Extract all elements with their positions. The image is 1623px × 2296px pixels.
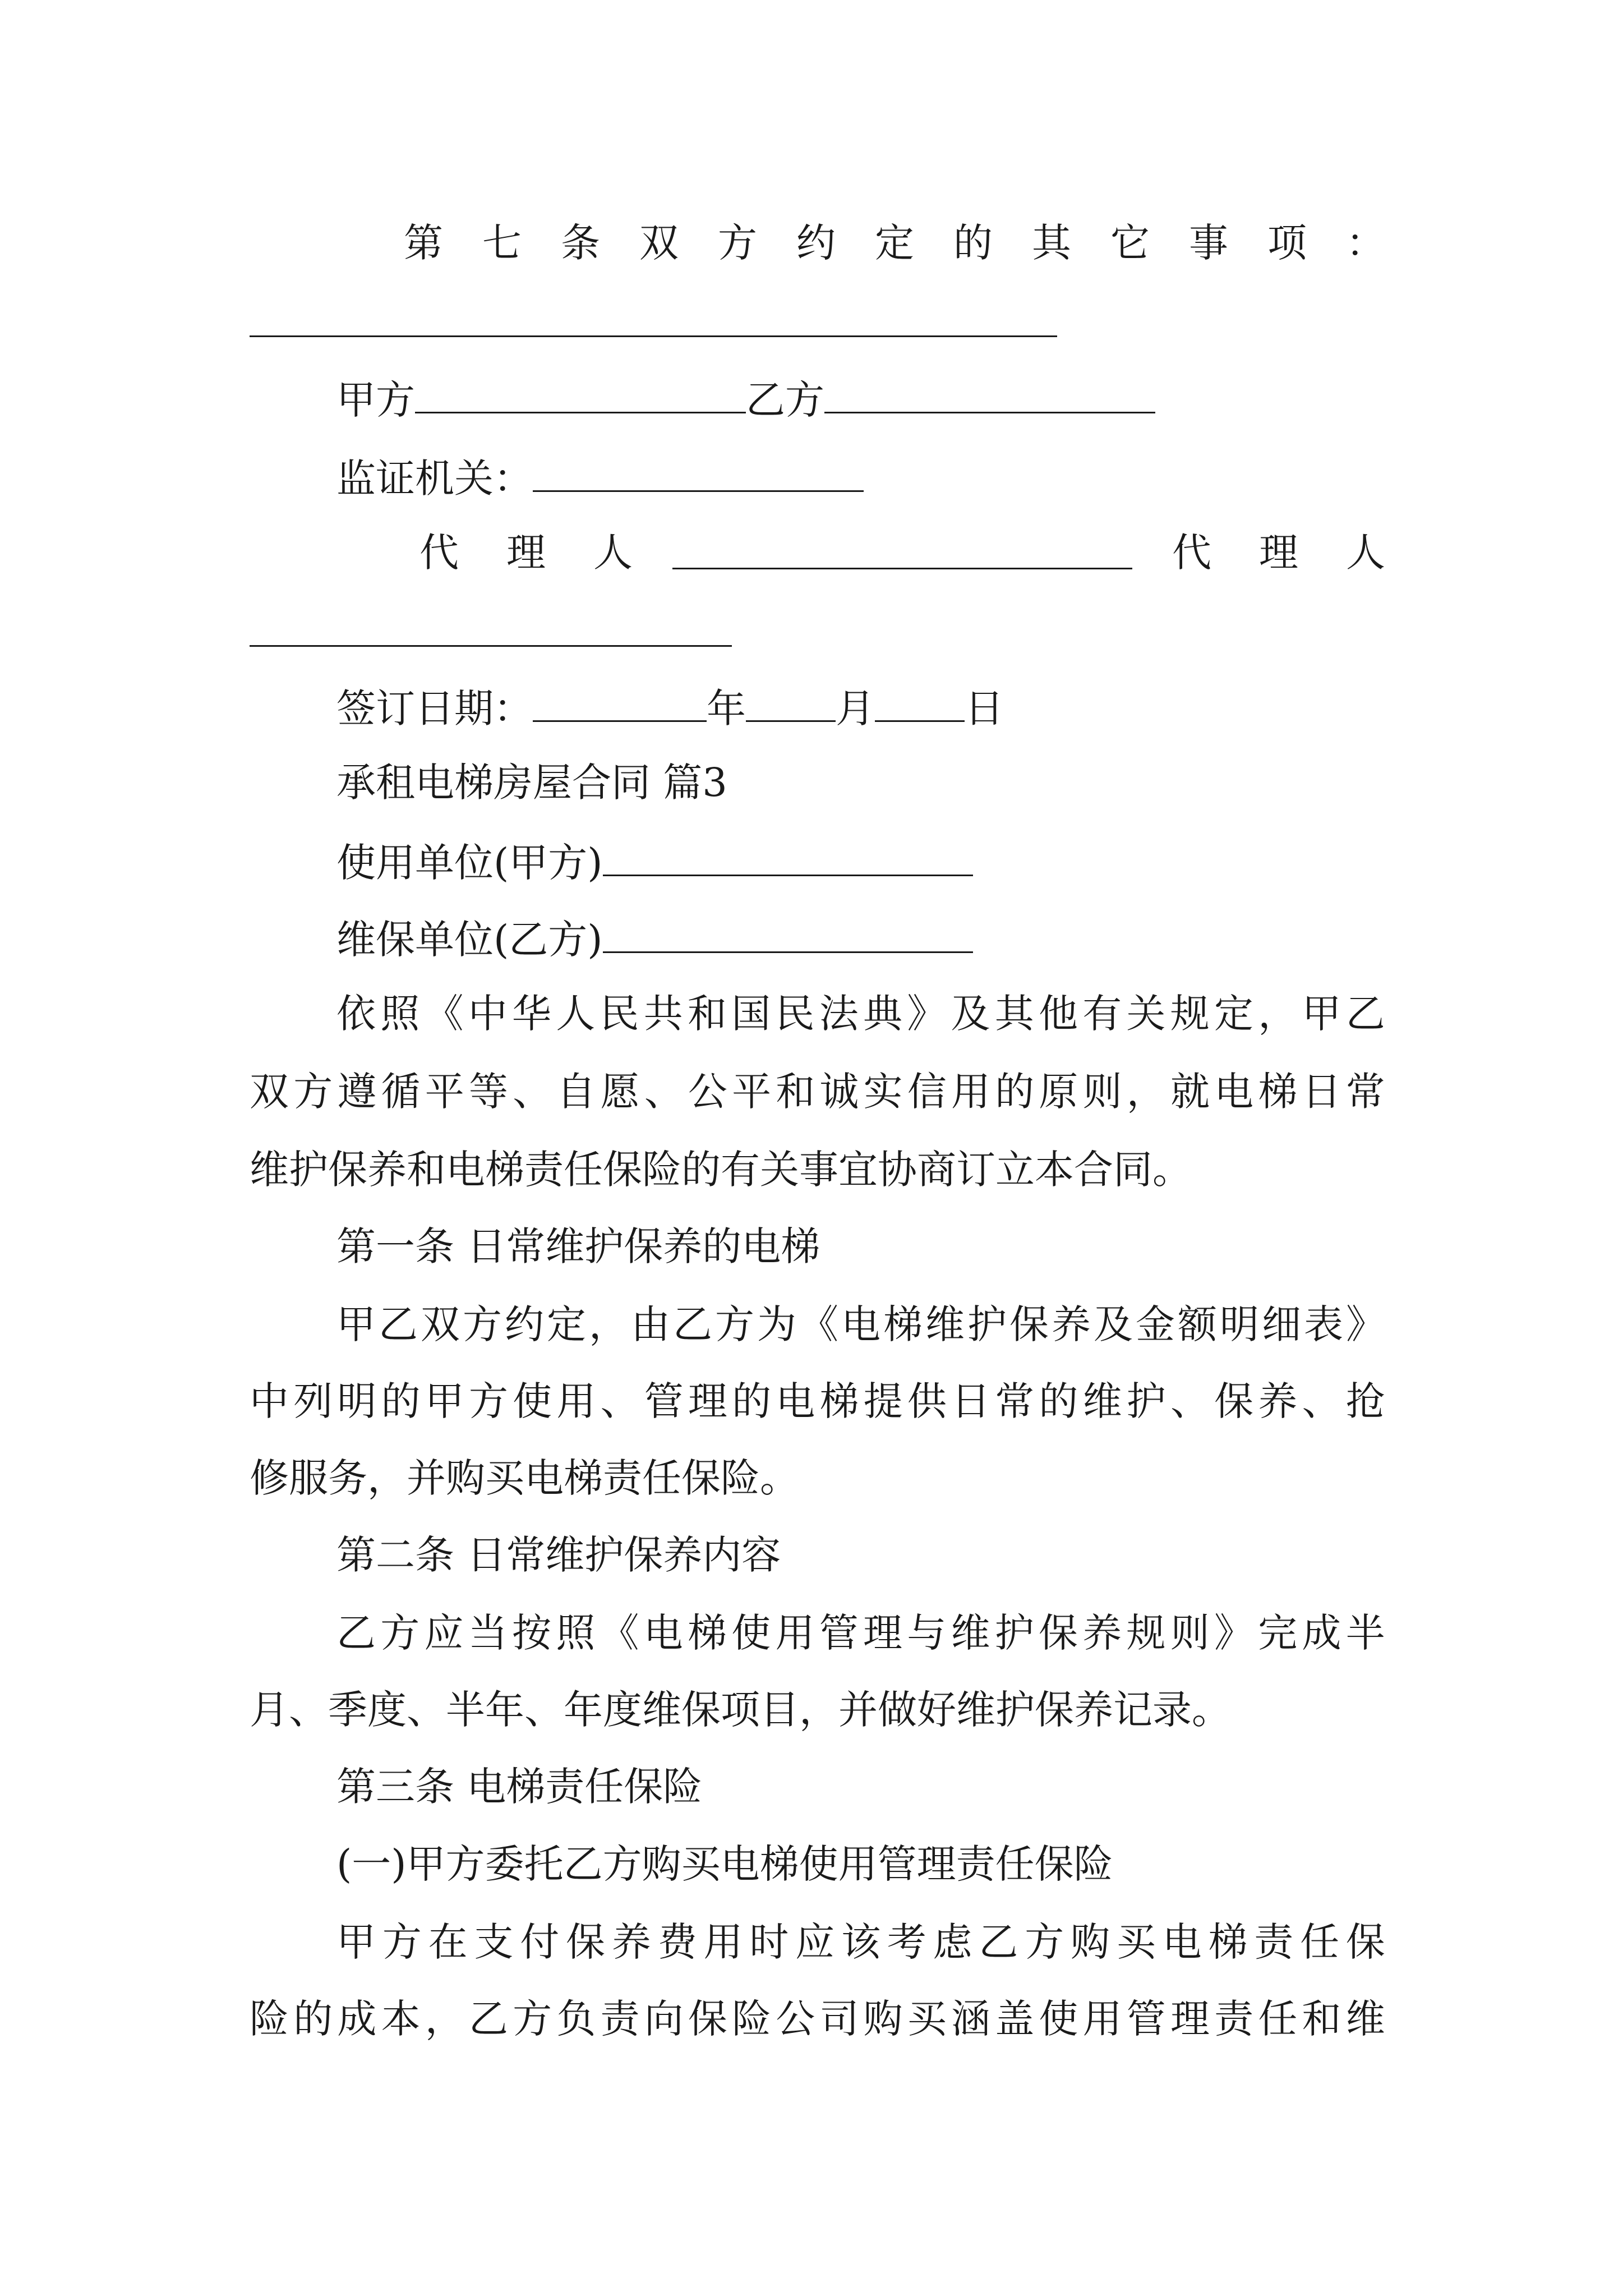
text-char: 《: [600, 1610, 639, 1656]
article7-title-char: 条: [561, 220, 600, 266]
text-char: 购: [863, 1996, 903, 2042]
sign-date-label: 签订日期：: [336, 685, 533, 731]
text-char: 、: [513, 1069, 552, 1115]
text-char: 双: [421, 1301, 460, 1347]
text-char: 、: [644, 1069, 684, 1115]
text-char: 法: [819, 991, 859, 1037]
text-char: 电: [776, 1378, 815, 1424]
text-char: 和: [1302, 1996, 1341, 2042]
article2-line-1: [336, 1610, 1385, 1656]
text-char: 养: [611, 1919, 651, 1965]
year-blank: [533, 685, 707, 722]
text-char: 的: [1039, 1378, 1078, 1424]
text-char: 梯: [819, 1378, 859, 1424]
text-char: 其: [994, 991, 1034, 1037]
text-char: 细: [1262, 1301, 1301, 1347]
sign-date-line: [336, 685, 1004, 731]
text-char: 金: [1136, 1301, 1175, 1347]
year-label: 年: [707, 685, 746, 731]
text-char: 实: [863, 1069, 903, 1115]
text-char: 和: [688, 991, 727, 1037]
article3-line-2: [250, 1996, 1385, 2042]
article7-title-char: 它: [1110, 220, 1150, 266]
text-char: 方: [293, 1069, 333, 1115]
text-char: 电: [1214, 1069, 1254, 1115]
text-char: ，: [1258, 991, 1298, 1037]
text-char: 循: [381, 1069, 421, 1115]
text-char: 依: [336, 991, 376, 1037]
text-char: 使: [1039, 1996, 1078, 2042]
text-char: 任: [1258, 1996, 1298, 2042]
text-char: 养: [1052, 1301, 1091, 1347]
user-unit-line: [336, 840, 973, 886]
text-char: 常: [1345, 1069, 1385, 1115]
text-char: 保: [688, 1996, 727, 2042]
text-char: 约: [505, 1301, 544, 1347]
month-label: 月: [836, 685, 875, 731]
text-char: 梯: [1208, 1919, 1248, 1965]
text-char: 养: [1258, 1378, 1298, 1424]
text-char: 由: [631, 1301, 670, 1347]
text-char: 《: [799, 1301, 838, 1347]
text-char: 甲: [336, 1919, 376, 1965]
text-char: 买: [1116, 1919, 1156, 1965]
text-char: 乙: [979, 1919, 1018, 1965]
text-char: 方: [1025, 1919, 1064, 1965]
agent-a-blank: [672, 533, 1132, 569]
agent-b-label: [1172, 530, 1385, 576]
text-char: 保: [1214, 1378, 1254, 1424]
text-char: 在: [428, 1919, 468, 1965]
text-char: 按: [512, 1610, 551, 1656]
text-char: 平: [732, 1069, 772, 1115]
text-char: 遵: [337, 1069, 377, 1115]
text-char: 方: [715, 1301, 754, 1347]
text-char: 的: [995, 1069, 1035, 1115]
text-char: 关: [1126, 991, 1166, 1037]
maint-unit-blank: [603, 917, 973, 953]
contract-heading: 承租电梯房屋合同 篇3: [336, 760, 727, 806]
text-char: 虑: [933, 1919, 972, 1965]
article1-line-3: 修服务，并购买电梯责任保险。: [250, 1455, 799, 1501]
user-unit-blank: [603, 840, 973, 876]
month-blank: [746, 685, 836, 722]
text-char: 照: [380, 991, 420, 1037]
agent-b-blank: [250, 645, 732, 647]
text-char: 负: [556, 1996, 596, 2042]
text-char: 时: [749, 1919, 789, 1965]
article2-line-2: 月、季度、半年、年度维保项目，并做好维护保养记录。: [250, 1687, 1231, 1733]
supervisor-label: 监证机关：: [336, 455, 533, 501]
text-char: 定: [1214, 991, 1253, 1037]
text-char: 华: [512, 991, 551, 1037]
text-char: 、: [1170, 1378, 1210, 1424]
text-char: 保: [566, 1919, 606, 1965]
text-char: 任: [1300, 1919, 1340, 1965]
text-char: 甲: [336, 1301, 376, 1347]
article7-title-char: 第: [404, 220, 443, 266]
text-char: 当: [468, 1610, 508, 1656]
text-char: ，: [1126, 1069, 1166, 1115]
text-char: 公: [776, 1996, 815, 2042]
text-char: 》: [1346, 1301, 1385, 1347]
article7-title-char: 定: [875, 220, 914, 266]
text-char: ，: [589, 1301, 628, 1347]
text-char: 维: [951, 1610, 990, 1656]
text-char: 方: [463, 1301, 502, 1347]
text-char: 用: [775, 1610, 815, 1656]
text-char: 理: [863, 1610, 902, 1656]
text-char: 方: [468, 1378, 508, 1424]
text-char: 常: [995, 1378, 1035, 1424]
article3-title: 第三条 电梯责任保险: [336, 1764, 703, 1810]
text-char: 定: [547, 1301, 586, 1347]
text-char: 责: [1214, 1996, 1254, 2042]
text-char: 理: [1170, 1996, 1210, 2042]
text-char: 本: [381, 1996, 421, 2042]
text-char: 险: [732, 1996, 772, 2042]
party-b-label: 乙方: [746, 377, 824, 423]
text-char: 用: [556, 1378, 596, 1424]
text-char: 甲: [425, 1378, 464, 1424]
text-char: 乙: [1345, 991, 1385, 1037]
text-char: 甲: [1302, 991, 1341, 1037]
agent-label-char: 代: [419, 530, 459, 576]
day-label: 日: [965, 685, 1004, 731]
agent-label-char: 人: [1346, 530, 1385, 576]
text-char: 责: [1254, 1919, 1294, 1965]
maint-unit-line: [336, 917, 973, 963]
article3-sub1: (一)甲方委托乙方购买电梯使用管理责任保险: [336, 1841, 1113, 1887]
text-char: 明: [337, 1378, 377, 1424]
text-char: 民: [600, 991, 639, 1037]
article7-title-char: 其: [1032, 220, 1071, 266]
text-char: 理: [688, 1378, 727, 1424]
text-char: 方: [382, 1919, 422, 1965]
text-char: 》: [907, 991, 947, 1037]
text-char: 提: [863, 1378, 903, 1424]
text-char: 日: [951, 1378, 990, 1424]
text-char: 乙: [468, 1996, 508, 2042]
text-char: 梯: [883, 1301, 923, 1347]
text-char: 电: [1162, 1919, 1202, 1965]
text-char: 保: [1009, 1301, 1049, 1347]
text-char: 乙: [673, 1301, 712, 1347]
text-char: 方: [513, 1996, 552, 2042]
text-char: 维: [1082, 1378, 1122, 1424]
text-char: 保: [1039, 1610, 1078, 1656]
text-char: 费: [657, 1919, 697, 1965]
agent-a-label: [419, 530, 633, 576]
agent-label-char: 人: [593, 530, 633, 576]
text-char: 日: [1302, 1069, 1341, 1115]
text-char: 乙: [379, 1301, 418, 1347]
text-char: 护: [994, 1610, 1034, 1656]
text-char: 的: [293, 1996, 333, 2042]
text-char: 乙: [336, 1610, 376, 1656]
text-char: 使: [731, 1610, 771, 1656]
user-unit-label: 使用单位(甲方): [336, 840, 603, 886]
article2-title: 第二条 日常维护保养内容: [336, 1532, 781, 1578]
agent-label-char: 理: [1259, 530, 1298, 576]
article7-title-char: 项: [1267, 220, 1307, 266]
text-char: 明: [1220, 1301, 1259, 1347]
text-char: 买: [907, 1996, 947, 2042]
text-char: 盖: [995, 1996, 1035, 2042]
text-char: 使: [513, 1378, 552, 1424]
text-char: 电: [643, 1610, 683, 1656]
text-char: 民: [775, 991, 815, 1037]
text-char: 有: [1082, 991, 1122, 1037]
text-char: 平: [425, 1069, 464, 1115]
text-char: 、: [1302, 1378, 1341, 1424]
day-blank: [875, 685, 965, 722]
text-char: 险: [250, 1996, 289, 2042]
article7-title-char: 方: [718, 220, 757, 266]
text-char: 》: [1214, 1610, 1253, 1656]
text-char: 《: [424, 991, 464, 1037]
text-char: 维: [1345, 1996, 1385, 2042]
article7-blank-line: [250, 335, 1057, 337]
text-char: 成: [1302, 1610, 1341, 1656]
text-char: 额: [1178, 1301, 1217, 1347]
article7-title-char: ：: [1346, 220, 1385, 266]
article3-line-1: [336, 1919, 1385, 1965]
text-char: ，: [425, 1996, 464, 2042]
text-char: 考: [887, 1919, 926, 1965]
text-char: 用: [703, 1919, 743, 1965]
text-char: 则: [1082, 1069, 1122, 1115]
text-char: 梯: [688, 1610, 727, 1656]
text-char: 为: [757, 1301, 796, 1347]
text-char: 、: [600, 1378, 640, 1424]
article1-line-1: [336, 1301, 1385, 1347]
text-char: 公: [688, 1069, 727, 1115]
article1-line-2: [250, 1378, 1385, 1424]
text-char: 人: [556, 991, 596, 1037]
text-char: 付: [520, 1919, 560, 1965]
text-char: 半: [1345, 1610, 1385, 1656]
text-char: 支: [474, 1919, 514, 1965]
text-char: 双: [250, 1069, 289, 1115]
text-char: 他: [1039, 991, 1078, 1037]
text-char: 自: [556, 1069, 596, 1115]
text-char: 等: [468, 1069, 508, 1115]
party-a-label: 甲方: [336, 377, 415, 423]
text-char: 梯: [1258, 1069, 1298, 1115]
text-char: 和: [776, 1069, 815, 1115]
text-char: 共: [643, 991, 683, 1037]
party-signature-line: [336, 377, 1155, 423]
text-char: 方: [380, 1610, 420, 1656]
text-char: 照: [556, 1610, 596, 1656]
text-char: 供: [907, 1378, 947, 1424]
text-char: 应: [795, 1919, 835, 1965]
text-char: 列: [293, 1378, 333, 1424]
text-char: 信: [907, 1069, 947, 1115]
text-char: 规: [1170, 991, 1210, 1037]
text-char: 责: [600, 1996, 640, 2042]
agent-label-char: 理: [506, 530, 546, 576]
party-a-blank: [415, 377, 746, 413]
text-char: 养: [1082, 1610, 1122, 1656]
agents-line: [419, 530, 1385, 576]
text-char: 保: [1345, 1919, 1385, 1965]
text-char: 规: [1126, 1610, 1166, 1656]
text-char: 成: [337, 1996, 377, 2042]
article7-title: [404, 220, 1385, 266]
text-char: 护: [1126, 1378, 1166, 1424]
text-char: 典: [863, 991, 902, 1037]
text-char: 表: [1304, 1301, 1343, 1347]
article1-title: 第一条 日常维护保养的电梯: [336, 1223, 820, 1269]
text-char: 向: [644, 1996, 684, 2042]
text-char: 完: [1258, 1610, 1298, 1656]
text-char: 用: [951, 1069, 990, 1115]
text-char: 与: [907, 1610, 947, 1656]
article7-title-char: 约: [796, 220, 836, 266]
article7-title-char: 的: [953, 220, 993, 266]
agent-label-char: 代: [1172, 530, 1211, 576]
text-char: 中: [250, 1378, 289, 1424]
text-char: 及: [1094, 1301, 1133, 1347]
preamble-line-1: [336, 991, 1385, 1037]
text-char: 的: [732, 1378, 772, 1424]
supervisor-blank: [533, 455, 864, 492]
text-char: 管: [644, 1378, 684, 1424]
preamble-line-2: [250, 1069, 1385, 1115]
text-char: 涵: [951, 1996, 990, 2042]
article7-title-char: 七: [482, 220, 522, 266]
text-char: 应: [424, 1610, 464, 1656]
maint-unit-label: 维保单位(乙方): [336, 917, 603, 963]
text-char: 则: [1170, 1610, 1210, 1656]
text-char: 护: [967, 1301, 1007, 1347]
text-char: 诚: [819, 1069, 859, 1115]
text-char: 管: [819, 1610, 859, 1656]
article7-title-char: 双: [639, 220, 679, 266]
text-char: 就: [1170, 1069, 1210, 1115]
text-char: 中: [468, 991, 508, 1037]
text-char: 原: [1039, 1069, 1078, 1115]
text-char: 及: [951, 991, 990, 1037]
text-char: 购: [1071, 1919, 1110, 1965]
text-char: 愿: [600, 1069, 640, 1115]
text-char: 司: [819, 1996, 859, 2042]
text-char: 该: [841, 1919, 880, 1965]
supervisor-line: [336, 455, 864, 501]
text-char: 管: [1126, 1996, 1166, 2042]
text-char: 抢: [1345, 1378, 1385, 1424]
text-char: 用: [1082, 1996, 1122, 2042]
preamble-line-3: 维护保养和电梯责任保险的有关事宜协商订立本合同。: [250, 1147, 1192, 1193]
text-char: 国: [731, 991, 771, 1037]
article7-title-char: 事: [1189, 220, 1228, 266]
text-char: 维: [925, 1301, 965, 1347]
text-char: 电: [841, 1301, 880, 1347]
text-char: 的: [381, 1378, 421, 1424]
party-b-blank: [824, 377, 1155, 413]
